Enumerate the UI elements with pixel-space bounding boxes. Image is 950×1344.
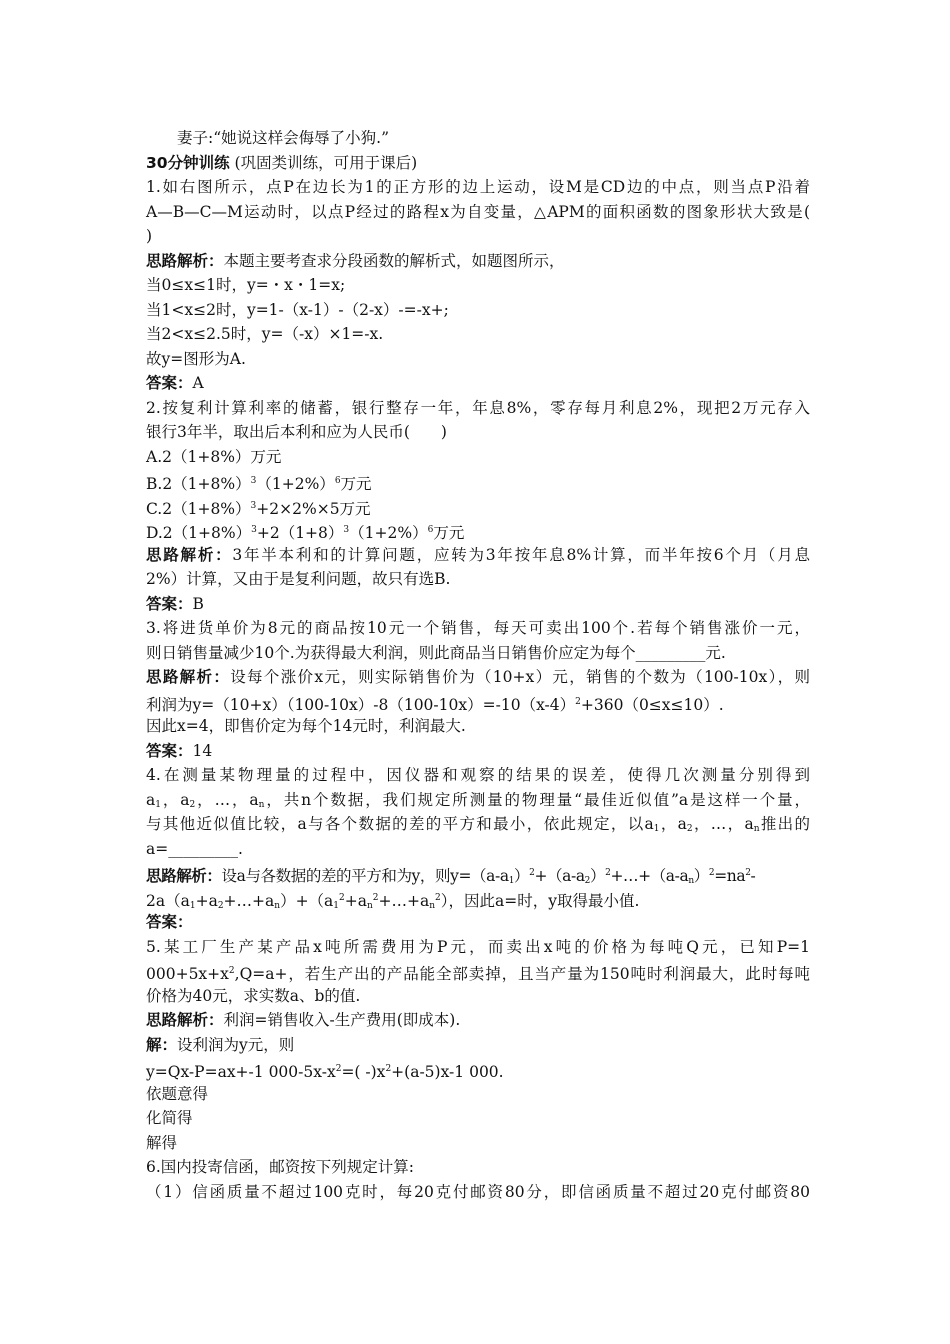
document-body <box>146 126 810 1204</box>
subscript: n <box>274 900 281 911</box>
answer-value: B <box>192 594 204 613</box>
exponent: 2 <box>435 892 441 903</box>
line-text: 6.国内投寄信函，邮资按下列规定计算: <box>146 1158 415 1176</box>
subscript: n <box>688 876 694 886</box>
exponent: 2 <box>335 1064 342 1074</box>
analysis-line <box>146 1008 810 1033</box>
option-c <box>146 494 810 519</box>
exponent: 2 <box>529 868 535 878</box>
line-text: 设利润为y元，则 <box>177 1035 295 1054</box>
text-line <box>146 298 810 323</box>
analysis-line <box>146 861 810 886</box>
text: D.2（1+8%） <box>146 524 252 542</box>
question-2-line <box>146 396 810 421</box>
subscript: 2 <box>686 824 693 834</box>
text: 利润为y=（10+x）（100-10x）-8（100-10x）=-10（x-4） <box>146 695 576 714</box>
line-text: ) <box>146 227 153 245</box>
text: ），因此a=时，y取得最小值. <box>440 891 640 910</box>
text: 推出的 <box>759 815 810 833</box>
subscript: 2 <box>584 876 590 886</box>
option-b <box>146 469 810 494</box>
exponent: 2 <box>605 868 611 878</box>
answer-value: 14 <box>192 741 213 760</box>
subscript: 1 <box>653 824 660 834</box>
line-text: 3.将进货单价为8元的商品按10元一个销售，每天可卖出100个.若每个销售涨价一元， <box>146 619 810 637</box>
text: ，a <box>659 815 687 833</box>
line-text: 故y=图形为A. <box>146 349 246 368</box>
subscript: 1 <box>189 900 196 911</box>
section-title: 30分钟训练 <box>146 153 230 172</box>
subscript: 1 <box>155 799 161 810</box>
text: ,Q=a+，若生产出的产品能全部卖掉，且当产量为150吨时利润最大，此时每吨 <box>234 965 810 983</box>
text: ，共n个数据，我们规定所测量的物理量“最佳近似值”a是这样一个量， <box>264 790 811 809</box>
analysis-label: 思路解析： <box>146 251 224 270</box>
analysis-label: 思路解析： <box>146 545 233 564</box>
text-line <box>146 322 810 347</box>
text: +…+a <box>378 891 430 910</box>
line-text: A.2（1+8%）万元 <box>146 447 282 466</box>
text: （1+2%） <box>256 475 335 493</box>
text: ，a <box>160 790 190 809</box>
line-text: 因此x=4，即售价定为每个14元时，利润最大. <box>146 717 466 735</box>
option-d <box>146 518 810 543</box>
line-text: 1.如右图所示，点P在边长为1的正方形的边上运动，设M是CD边的中点，则当点P沿着 <box>146 178 810 196</box>
question-2-line <box>146 420 810 445</box>
text: y=Qx-P=ax+-1 000-5x-x <box>146 1063 336 1081</box>
question-1-line <box>146 175 810 200</box>
text: C.2（1+8%） <box>146 499 251 518</box>
analysis-label: 思路解析： <box>146 1011 224 1029</box>
question-5-line <box>146 935 810 960</box>
exponent: 3 <box>250 500 257 511</box>
question-6-line <box>146 1155 810 1180</box>
question-3-line <box>146 616 810 641</box>
exponent: 2 <box>575 696 581 707</box>
text: +a <box>195 891 218 910</box>
text: a <box>146 790 156 809</box>
text-line <box>146 690 810 715</box>
analysis-line <box>146 543 810 568</box>
subscript: 1 <box>333 900 340 911</box>
exponent: 2 <box>385 1064 392 1074</box>
answer-line <box>146 592 810 617</box>
text: ，…，a <box>692 815 754 833</box>
line-text: 2.按复利计算利率的储蓄，银行整存一年，年息8%，零存每月利息2%，现把2万元存入 <box>146 398 810 417</box>
text: ） <box>514 867 530 885</box>
text-line <box>146 1057 810 1082</box>
question-1-line <box>146 200 810 225</box>
exponent: 2 <box>745 868 751 878</box>
line-text: 利润=销售收入-生产费用(即成本). <box>223 1011 461 1029</box>
exponent: 3 <box>251 525 257 535</box>
option-a <box>146 445 810 470</box>
text-line <box>146 347 810 372</box>
line-text: a=_________. <box>146 839 243 858</box>
line-text: 则日销售量减少10个.为获得最大利润，则此商品当日销售价应定为每个_________元. <box>146 643 726 662</box>
subscript: 1 <box>508 876 515 886</box>
text: +360（0≤x≤10）. <box>580 695 724 714</box>
section-heading <box>146 151 810 176</box>
question-5-line <box>146 984 810 1009</box>
subscript: n <box>753 824 760 834</box>
question-4-line <box>146 837 810 862</box>
line-text: 银行3年半，取出后本利和应为人民币( ) <box>146 423 447 441</box>
text: +…+a <box>223 891 275 910</box>
line-text: 2%）计算，又由于是复利问题，故只有选B. <box>146 570 451 588</box>
text-line <box>146 714 810 739</box>
solution-line <box>146 1033 810 1058</box>
text: B.2（1+8%） <box>146 475 251 493</box>
subscript: 2 <box>189 799 196 810</box>
text: 000+5x+x <box>146 965 229 983</box>
line-text: 妻子:“她说这样会侮辱了小狗.” <box>177 129 389 147</box>
analysis-line <box>146 665 810 690</box>
text: 万元 <box>433 524 465 542</box>
analysis-label: 思路解析： <box>146 668 231 686</box>
line-text: A—B—C—M运动时，以点P经过的路程x为自变量，△APM的面积函数的图象形状大致是( <box>146 202 810 221</box>
line-text: 价格为40元，求实数a、b的值. <box>146 986 361 1005</box>
question-4-line <box>146 812 810 837</box>
subscript: 2 <box>217 900 224 911</box>
text: （1+2%） <box>349 524 428 542</box>
line-text: 依题意得 <box>146 1084 209 1103</box>
answer-line <box>146 371 810 396</box>
text: ） <box>693 867 709 885</box>
text: ） <box>590 867 606 885</box>
line-text: 设每个涨价x元，则实际销售价为（10+x）元，销售的个数为（100-10x），则 <box>230 668 810 686</box>
exponent: 3 <box>343 525 350 535</box>
exponent: 6 <box>427 525 434 535</box>
line-text: 当1<x≤2时，y=1-（x-1）-（2-x）-=-x+; <box>146 300 449 319</box>
analysis-label: 思路解析： <box>146 867 222 885</box>
text: +(a-5)x-1 000. <box>391 1063 504 1081</box>
exponent: 6 <box>334 476 341 486</box>
text: =( -)x <box>341 1063 386 1081</box>
text-line <box>146 126 810 151</box>
line-text: （1）信函质量不超过100克时，每20克付邮资80分，即信函质量不超过20克付邮资80 <box>146 1182 810 1201</box>
answer-value: A <box>192 374 204 392</box>
text: - <box>750 867 756 885</box>
exponent: 2 <box>708 868 715 878</box>
text-line <box>146 567 810 592</box>
text: =na <box>714 867 746 885</box>
line-text: 5.某工厂生产某产品x吨所需费用为P元，而卖出x吨的价格为每吨Q元，已知P=1 <box>146 937 810 956</box>
text: +2（1+8） <box>256 524 344 542</box>
question-5-line <box>146 959 810 984</box>
line-text: 本题主要考查求分段函数的解析式，如题图所示， <box>223 251 565 270</box>
line-text: 当0≤x≤1时，y=・x・1=x; <box>146 276 346 294</box>
text: 万元 <box>340 475 372 493</box>
answer-label: 答案： <box>146 594 193 613</box>
text: +a <box>344 891 367 910</box>
text: +2×2%×5万元 <box>256 499 371 518</box>
line-text: 当2<x≤2.5时，y=（-x）×1=-x. <box>146 325 384 343</box>
answer-line <box>146 910 810 935</box>
text: 设a与各数据的差的平方和为y，则y=（a-a <box>221 867 509 885</box>
text: ，…，a <box>195 790 259 809</box>
line-text: 解得 <box>146 1133 178 1152</box>
text: ）+（a <box>280 891 334 910</box>
subscript: n <box>367 900 373 911</box>
text-line <box>146 1131 810 1156</box>
question-6-line <box>146 1180 810 1205</box>
section-subtitle: (巩固类训练，可用于课后) <box>234 153 418 172</box>
text: +…+（a-a <box>610 867 689 885</box>
answer-label: 答案： <box>146 374 193 392</box>
question-3-line <box>146 641 810 666</box>
question-1-line <box>146 224 810 249</box>
line-text: 化简得 <box>146 1109 193 1127</box>
line-text: 4.在测量某物理量的过程中，因仪器和观察的结果的误差，使得几次测量分别得到 <box>146 766 810 784</box>
question-4-line <box>146 763 810 788</box>
answer-label: 答案： <box>146 741 193 760</box>
text: +（a-a <box>534 867 585 885</box>
solution-label: 解： <box>146 1035 178 1054</box>
subscript: n <box>258 799 265 810</box>
line-text: 3年半本利和的计算问题，应转为3年按年息8%计算，而半年按6个月（月息 <box>232 545 810 564</box>
analysis-line <box>146 249 810 274</box>
question-4-line <box>146 788 810 813</box>
exponent: 2 <box>228 966 235 976</box>
text: 2a（a <box>146 891 190 910</box>
text-line <box>146 273 810 298</box>
exponent: 2 <box>339 892 345 903</box>
exponent: 2 <box>372 892 379 903</box>
text-line <box>146 886 810 911</box>
text: 与其他近似值比较，a与各个数据的差的平方和最小，依此规定，以a <box>146 815 654 833</box>
exponent: 3 <box>250 476 257 486</box>
answer-line <box>146 739 810 764</box>
subscript: n <box>429 900 436 911</box>
text-line <box>146 1082 810 1107</box>
text-line <box>146 1106 810 1131</box>
answer-label: 答案： <box>146 913 193 931</box>
